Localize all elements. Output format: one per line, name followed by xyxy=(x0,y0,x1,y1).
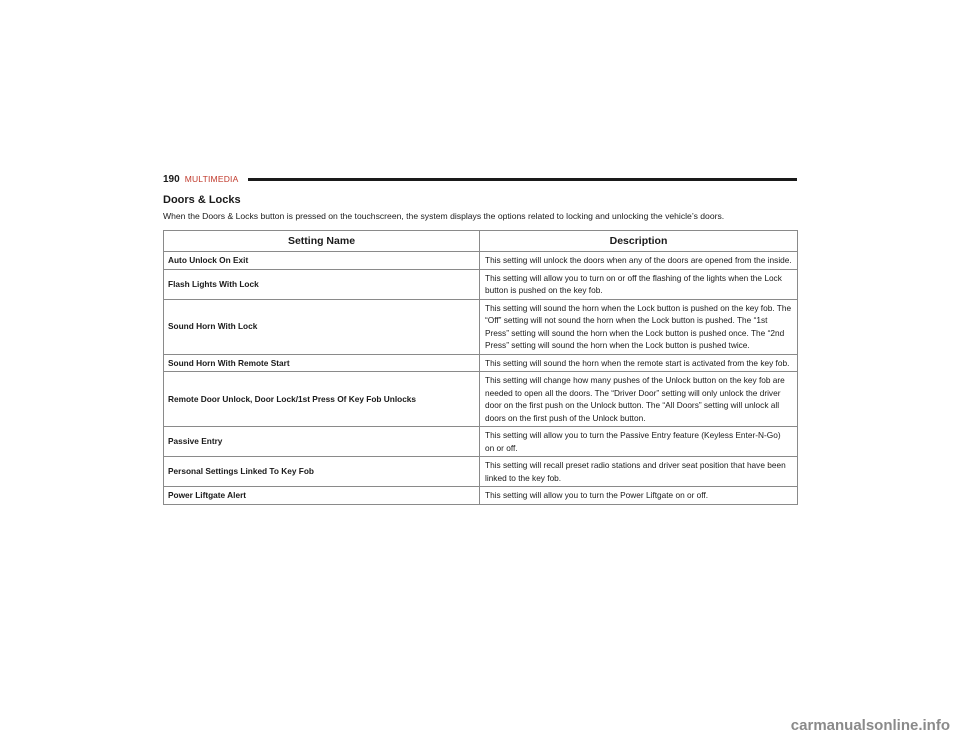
table-row xyxy=(164,457,798,487)
setting-name: Power Liftgate Alert xyxy=(164,487,480,505)
page-header xyxy=(163,172,797,186)
setting-description: This setting will allow you to turn on or off the flashing of the lights when the Lock button is pushed on the key fob. xyxy=(480,269,798,299)
setting-name: Personal Settings Linked To Key Fob xyxy=(164,457,480,487)
table-row xyxy=(164,427,798,457)
watermark: carmanualsonline.info xyxy=(790,717,950,734)
column-header-description: Description xyxy=(480,231,798,252)
section-title: Doors & Locks xyxy=(163,194,241,206)
setting-description: This setting will allow you to turn the Power Liftgate on or off. xyxy=(480,487,798,505)
table-header-row xyxy=(164,231,798,252)
setting-name: Sound Horn With Remote Start xyxy=(164,354,480,372)
setting-name: Sound Horn With Lock xyxy=(164,299,480,354)
table-row xyxy=(164,354,798,372)
settings-table xyxy=(163,230,798,505)
section-intro: When the Doors & Locks button is pressed on the touchscreen, the system displays the options related to locking and unlocking the vehicle’s doors. xyxy=(163,211,725,221)
setting-description: This setting will sound the horn when the remote start is activated from the key fob. xyxy=(480,354,798,372)
setting-description: This setting will unlock the doors when any of the doors are opened from the inside. xyxy=(480,252,798,270)
table-row xyxy=(164,487,798,505)
table-row xyxy=(164,299,798,354)
table-row xyxy=(164,372,798,427)
setting-name: Remote Door Unlock, Door Lock/1st Press Of Key Fob Unlocks xyxy=(164,372,480,427)
setting-description: This setting will recall preset radio stations and driver seat position that have been linked to the key fob. xyxy=(480,457,798,487)
running-head: MULTIMEDIA xyxy=(184,174,239,184)
setting-description: This setting will change how many pushes of the Unlock button on the key fob are needed to open all the doors. The “Driver Door” setting will only unlock the driver door on the first push on the Unlock button. The “All Doors” setting will unlock all doors on the first push of the Unlock button. xyxy=(480,372,798,427)
setting-name: Passive Entry xyxy=(164,427,480,457)
setting-name: Flash Lights With Lock xyxy=(164,269,480,299)
page-number: 190 xyxy=(163,173,180,185)
setting-name: Auto Unlock On Exit xyxy=(164,252,480,270)
setting-description: This setting will allow you to turn the Passive Entry feature (Keyless Enter-N-Go) on or off. xyxy=(480,427,798,457)
setting-description: This setting will sound the horn when the Lock button is pushed on the key fob. The “Off” setting will not sound the horn when the Lock button is pushed. The “1st Press” setting will sound the horn when the Lock button is pushed once. The “2nd Press” setting will sound the horn when the Lock button is pushed twice. xyxy=(480,299,798,354)
table-row xyxy=(164,252,798,270)
header-rule xyxy=(248,178,797,181)
column-header-setting-name: Setting Name xyxy=(164,231,480,252)
table-row xyxy=(164,269,798,299)
